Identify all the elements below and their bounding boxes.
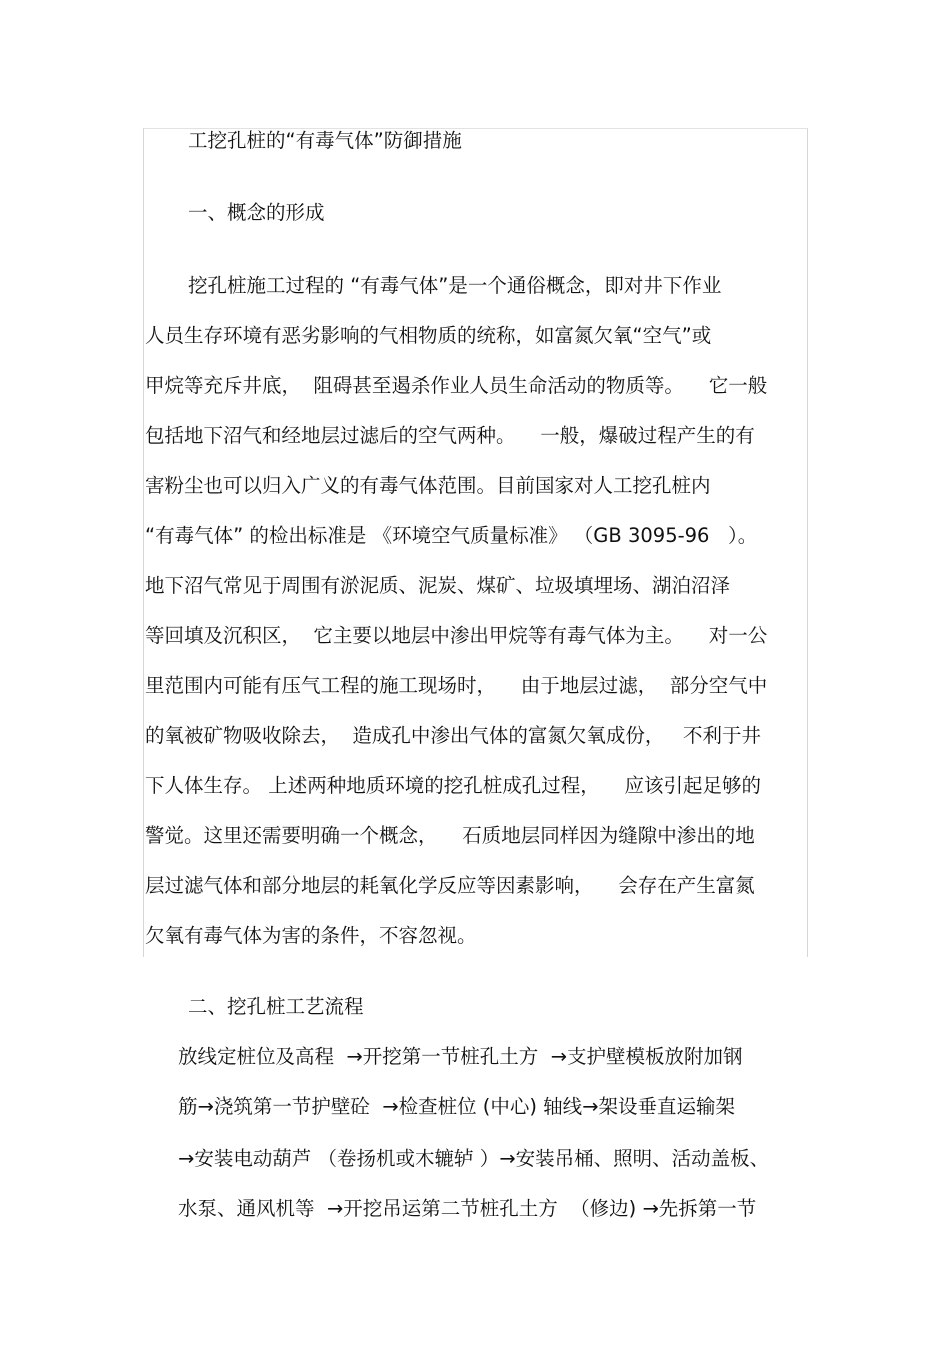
- process-line: 筋→浇筑第一节护壁砼 →检查桩位 (中心) 轴线→架设垂直运输架: [178, 1095, 736, 1118]
- paragraph-line: 欠氧有毒气体为害的条件，不容忽视。: [145, 924, 477, 947]
- paragraph-line: 挖孔桩施工过程的 “有毒气体”是一个通俗概念，即对井下作业: [188, 274, 722, 297]
- paragraph-line: 的氧被矿物吸收除去， 造成孔中渗出气体的富氮欠氧成份， 不利于井: [145, 724, 761, 747]
- process-line: 水泵、通风机等 →开挖吊运第二节桩孔土方 （修边) →先拆第一节: [178, 1197, 757, 1220]
- section-heading-1: 一、概念的形成: [188, 201, 325, 224]
- paragraph-line: 地下沼气常见于周围有淤泥质、泥炭、煤矿、垃圾填埋场、湖泊沼泽: [145, 574, 731, 597]
- paragraph-line: 甲烷等充斥井底， 阻碍甚至遏杀作业人员生命活动的物质等。 它一般: [145, 374, 768, 397]
- document-title: 工挖孔桩的“有毒气体”防御措施: [188, 129, 462, 152]
- paragraph-line: 下人体生存。 上述两种地质环境的挖孔桩成孔过程， 应该引起足够的: [145, 774, 761, 797]
- paragraph-line: 里范围内可能有压气工程的施工现场时， 由于地层过滤， 部分空气中: [145, 674, 768, 697]
- paragraph-line: 包括地下沼气和经地层过滤后的空气两种。 一般，爆破过程产生的有: [145, 424, 755, 447]
- paragraph-line: 人员生存环境有恶劣影响的气相物质的统称，如富氮欠氧“空气”或: [145, 324, 712, 347]
- paragraph-line: 害粉尘也可以归入广义的有毒气体范围。目前国家对人工挖孔桩内: [145, 474, 711, 497]
- process-line: →安装电动葫芦 （卷扬机或木辘轳 ）→安装吊桶、照明、活动盖板、: [178, 1147, 770, 1170]
- paragraph-line: 等回填及沉积区， 它主要以地层中渗出甲烷等有毒气体为主。 对一公: [145, 624, 768, 647]
- process-line: 放线定桩位及高程 →开挖第一节桩孔土方 →支护壁模板放附加钢: [178, 1045, 743, 1068]
- paragraph-line: “有毒气体” 的检出标准是 《环境空气质量标准》 （GB 3095-96 ）。: [145, 524, 758, 547]
- paragraph-line: 层过滤气体和部分地层的耗氧化学反应等因素影响， 会存在产生富氮: [145, 874, 755, 897]
- section-heading-2: 二、挖孔桩工艺流程: [188, 995, 364, 1018]
- paragraph-line: 警觉。这里还需要明确一个概念， 石质地层同样因为缝隙中渗出的地: [145, 824, 755, 847]
